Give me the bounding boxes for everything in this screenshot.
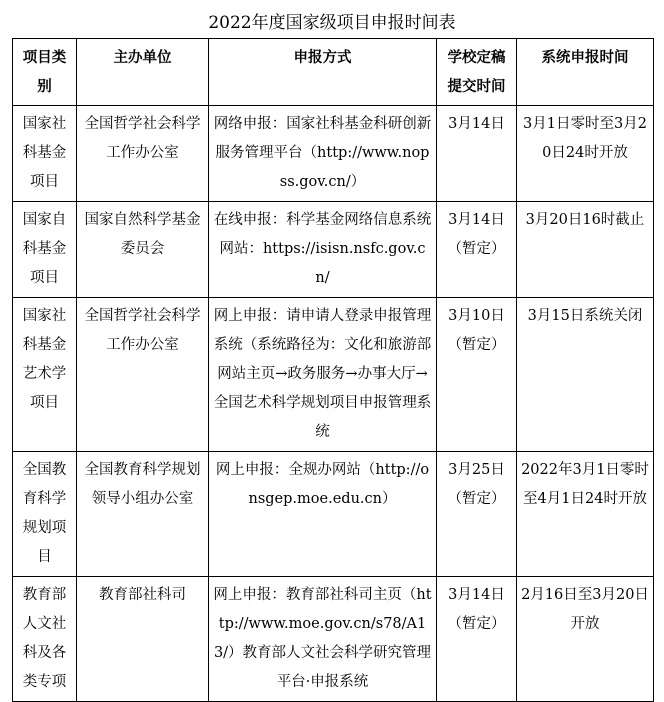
- header-row: [13, 39, 654, 106]
- table-row: [13, 298, 654, 452]
- table-row: [13, 452, 654, 577]
- method-cell: 网上申报：全规办网站（http://onsgep.moe.edu.cn）: [209, 452, 437, 577]
- method-cell: 网络申报：国家社科基金科研创新服务管理平台（http://www.nopss.gov.cn/）: [209, 106, 437, 202]
- header-school-deadline: 学校定稿提交时间: [437, 39, 517, 106]
- page-title: 2022年度国家级项目申报时间表: [208, 13, 456, 33]
- header-method: 申报方式: [209, 39, 437, 106]
- school-deadline-cell: 3月14日: [437, 106, 517, 202]
- system-time-cell: 3月15日系统关闭: [517, 298, 654, 452]
- school-deadline-cell: 3月14日（暂定）: [437, 577, 517, 702]
- organizer-cell: 全国教育科学规划领导小组办公室: [77, 452, 209, 577]
- method-cell: 在线申报：科学基金网络信息系统网站：https://isisn.nsfc.gov.cn/: [209, 202, 437, 298]
- header-organizer: 主办单位: [77, 39, 209, 106]
- category-cell: 国家社科基金艺术学项目: [13, 298, 77, 452]
- organizer-cell: 教育部社科司: [77, 577, 209, 702]
- school-deadline-cell: 3月25日（暂定）: [437, 452, 517, 577]
- method-cell: 网上申报：请申请人登录申报管理系统（系统路径为：文化和旅游部网站主页→政务服务→办事大厅→全国艺术科学规划项目申报管理系统: [209, 298, 437, 452]
- system-time-cell: 2022年3月1日零时至4月1日24时开放: [517, 452, 654, 577]
- system-time-cell: 3月20日16时截止: [517, 202, 654, 298]
- organizer-cell: 全国哲学社会科学工作办公室: [77, 106, 209, 202]
- organizer-cell: 国家自然科学基金委员会: [77, 202, 209, 298]
- category-cell: 国家社科基金项目: [13, 106, 77, 202]
- table-row: [13, 577, 654, 702]
- header-category: 项目类别: [13, 39, 77, 106]
- category-cell: 全国教育科学规划项目: [13, 452, 77, 577]
- system-time-cell: 3月1日零时至3月20日24时开放: [517, 106, 654, 202]
- category-cell: 国家自科基金项目: [13, 202, 77, 298]
- table-row: [13, 202, 654, 298]
- school-deadline-cell: 3月14日（暂定）: [437, 202, 517, 298]
- organizer-cell: 全国哲学社会科学工作办公室: [77, 298, 209, 452]
- system-time-cell: 2月16日至3月20日开放: [517, 577, 654, 702]
- method-cell: 网上申报：教育部社科司主页（http://www.moe.gov.cn/s78/A13/）教育部人文社会科学研究管理平台·申报系统: [209, 577, 437, 702]
- school-deadline-cell: 3月10日（暂定）: [437, 298, 517, 452]
- header-system-time: 系统申报时间: [517, 39, 654, 106]
- table-row: [13, 106, 654, 202]
- schedule-table: [12, 38, 654, 702]
- category-cell: 教育部人文社科及各类专项: [13, 577, 77, 702]
